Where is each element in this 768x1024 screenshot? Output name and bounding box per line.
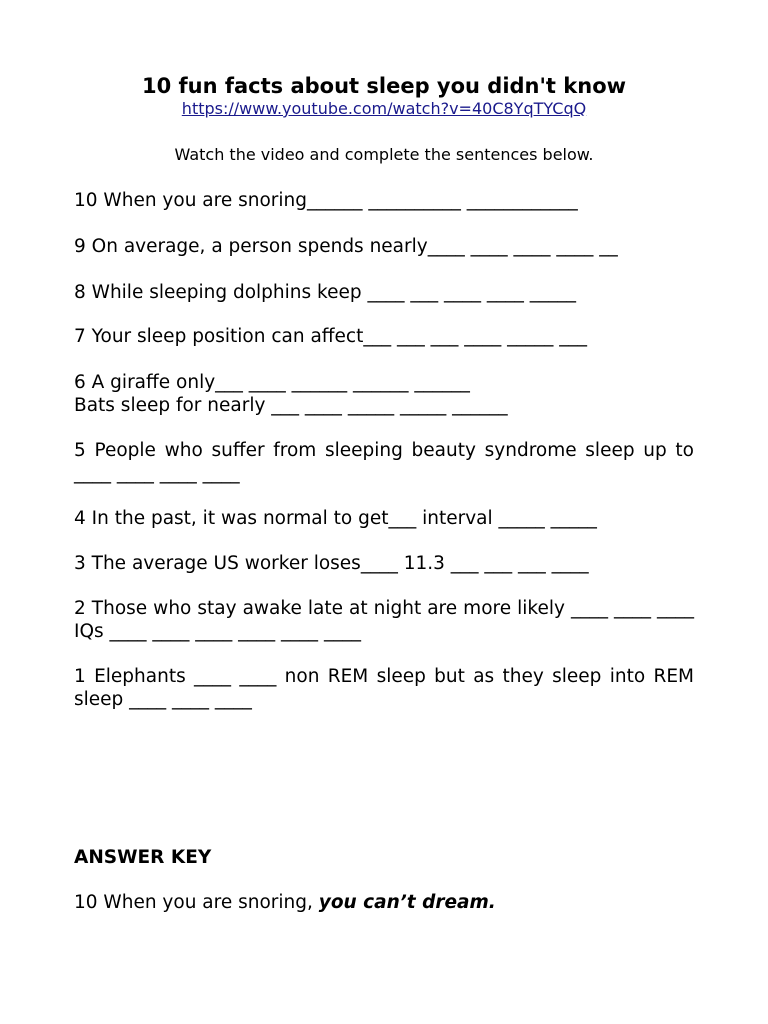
question-6-bats: Bats sleep for nearly ___ ____ _____ _____ ______ — [74, 395, 508, 416]
instructions: Watch the video and complete the sentences below. — [174, 145, 594, 164]
question-9: 9 On average, a person spends nearly____ ____ ____ ____ __ — [74, 236, 618, 257]
answer-10 — [74, 891, 496, 915]
question-2: 2 Those who stay awake late at night are more likely ____ ____ ____ IQs ____ ____ ____ ____ ____ ____ — [74, 598, 694, 642]
answer-key-heading: ANSWER KEY — [74, 847, 212, 868]
question-3: 3 The average US worker loses____ 11.3 ___ ___ ___ ____ — [74, 553, 589, 574]
question-4: 4 In the past, it was normal to get___ interval _____ _____ — [74, 508, 597, 529]
question-6: 6 A giraffe only___ ____ ______ ______ ______ — [74, 372, 470, 393]
question-1: 1 Elephants ____ ____ non REM sleep but as they sleep into REM sleep ____ ____ ____ — [74, 666, 694, 710]
question-10: 10 When you are snoring______ __________ ____________ — [74, 190, 578, 211]
answer-10-prefix: 10 When you are snoring, — [74, 892, 319, 913]
video-link[interactable]: https://www.youtube.com/watch?v=40C8YqTYCqQ — [181, 99, 587, 118]
question-8: 8 While sleeping dolphins keep ____ ___ ____ ____ _____ — [74, 282, 577, 303]
worksheet-title: 10 fun facts about sleep you didn't know — [141, 74, 627, 98]
question-5: 5 People who suffer from sleeping beauty syndrome sleep up to ____ ____ ____ ____ — [74, 440, 694, 484]
question-7: 7 Your sleep position can affect___ ___ ___ ____ _____ ___ — [74, 326, 588, 347]
answer-10-answer: you can’t dream. — [318, 892, 496, 913]
